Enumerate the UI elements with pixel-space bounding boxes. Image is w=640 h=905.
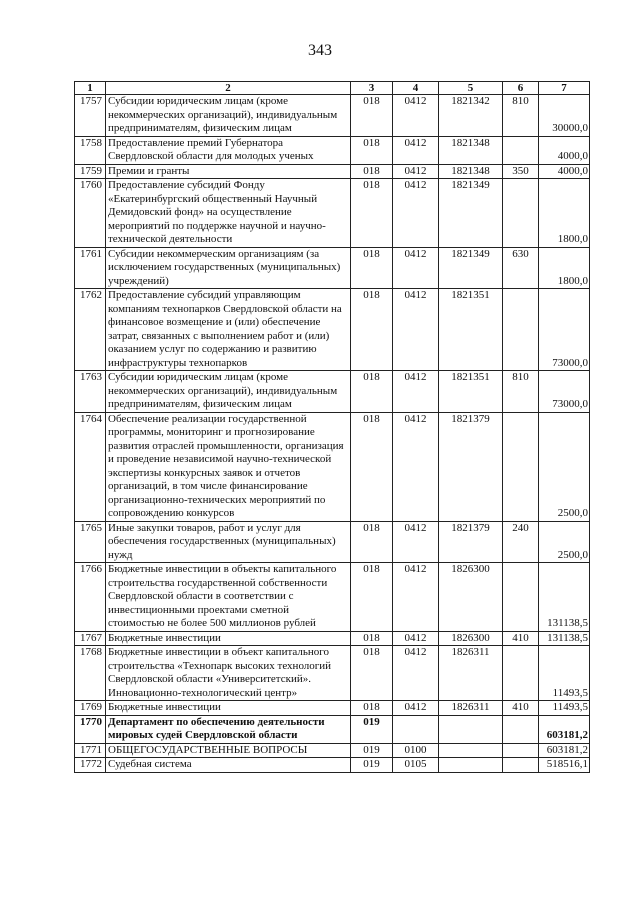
- section-code: 0105: [393, 758, 439, 773]
- amount: 603181,2: [539, 715, 590, 743]
- section-code: 0412: [393, 247, 439, 289]
- row-name: Бюджетные инвестиции в объект капитального строительства «Технопарк высоких технологий Свердловской области «Университетский». Инновационно-технологический центр»: [106, 646, 351, 701]
- amount: 73000,0: [539, 289, 590, 371]
- row-name: Департамент по обеспечению деятельности мировых судей Свердловской области: [106, 715, 351, 743]
- target-code: 1826300: [439, 563, 503, 632]
- target-code: [439, 743, 503, 758]
- row-name: Предоставление субсидий управляющим компаниям технопарков Свердловской области на финансовое возмещение и (или) обеспечение затрат, связанных с выполнением работ и (или) оказанием услуг по содержанию и развитию инфраструктуры технопарков: [106, 289, 351, 371]
- table-row: [75, 715, 590, 743]
- section-code: 0412: [393, 631, 439, 646]
- ministry-code: 018: [351, 95, 393, 137]
- section-code: 0412: [393, 164, 439, 179]
- row-number: 1766: [75, 563, 106, 632]
- ministry-code: 018: [351, 136, 393, 164]
- row-number: 1760: [75, 179, 106, 248]
- table-row: [75, 179, 590, 248]
- expense-type-code: [503, 179, 539, 248]
- ministry-code: 018: [351, 563, 393, 632]
- section-code: 0412: [393, 136, 439, 164]
- ministry-code: 018: [351, 412, 393, 521]
- table-row: [75, 631, 590, 646]
- section-code: 0412: [393, 179, 439, 248]
- table-row: [75, 136, 590, 164]
- amount: 11493,5: [539, 701, 590, 716]
- ministry-code: 018: [351, 521, 393, 563]
- amount: 4000,0: [539, 136, 590, 164]
- amount: 518516,1: [539, 758, 590, 773]
- row-number: 1765: [75, 521, 106, 563]
- row-name: Бюджетные инвестиции: [106, 631, 351, 646]
- target-code: 1821379: [439, 412, 503, 521]
- target-code: 1826311: [439, 701, 503, 716]
- row-number: 1763: [75, 371, 106, 413]
- column-header: 5: [439, 82, 503, 95]
- row-name: Предоставление субсидий Фонду «Екатеринбургский общественный Научный Демидовский фонд» на осуществление мероприятий по поддержке научной и научно-технической деятельности: [106, 179, 351, 248]
- table-row: [75, 95, 590, 137]
- target-code: [439, 715, 503, 743]
- header-row: [75, 82, 590, 95]
- section-code: 0412: [393, 371, 439, 413]
- column-header: 2: [106, 82, 351, 95]
- row-number: 1762: [75, 289, 106, 371]
- table-row: [75, 743, 590, 758]
- row-number: 1761: [75, 247, 106, 289]
- expense-type-code: [503, 289, 539, 371]
- row-name: Бюджетные инвестиции в объекты капитального строительства государственной собственности Свердловской области в соответствии с инвестиционными проектами сметной стоимостью не более 500 миллионов рублей: [106, 563, 351, 632]
- section-code: 0412: [393, 563, 439, 632]
- amount: 2500,0: [539, 521, 590, 563]
- column-header: 7: [539, 82, 590, 95]
- expense-type-code: 410: [503, 631, 539, 646]
- row-number: 1770: [75, 715, 106, 743]
- expense-type-code: 350: [503, 164, 539, 179]
- table-row: [75, 247, 590, 289]
- table-row: [75, 164, 590, 179]
- row-number: 1764: [75, 412, 106, 521]
- amount: 131138,5: [539, 563, 590, 632]
- column-header: 4: [393, 82, 439, 95]
- section-code: 0412: [393, 289, 439, 371]
- row-name: ОБЩЕГОСУДАРСТВЕННЫЕ ВОПРОСЫ: [106, 743, 351, 758]
- column-header: 1: [75, 82, 106, 95]
- target-code: 1826300: [439, 631, 503, 646]
- row-name: Субсидии юридическим лицам (кроме некоммерческих организаций), индивидуальным предпринимателям, физическим лицам: [106, 95, 351, 137]
- target-code: 1821348: [439, 164, 503, 179]
- row-name: Иные закупки товаров, работ и услуг для обеспечения государственных (муниципальных) нужд: [106, 521, 351, 563]
- ministry-code: 018: [351, 631, 393, 646]
- expense-type-code: 630: [503, 247, 539, 289]
- ministry-code: 019: [351, 758, 393, 773]
- ministry-code: 018: [351, 179, 393, 248]
- row-number: 1768: [75, 646, 106, 701]
- amount: 30000,0: [539, 95, 590, 137]
- row-number: 1767: [75, 631, 106, 646]
- budget-table: [74, 81, 590, 773]
- amount: 131138,5: [539, 631, 590, 646]
- table-row: [75, 412, 590, 521]
- expense-type-code: [503, 563, 539, 632]
- target-code: 1821379: [439, 521, 503, 563]
- target-code: 1821349: [439, 247, 503, 289]
- amount: 1800,0: [539, 179, 590, 248]
- amount: 4000,0: [539, 164, 590, 179]
- expense-type-code: [503, 758, 539, 773]
- row-number: 1769: [75, 701, 106, 716]
- row-name: Бюджетные инвестиции: [106, 701, 351, 716]
- ministry-code: 018: [351, 289, 393, 371]
- ministry-code: 019: [351, 743, 393, 758]
- row-name: Судебная система: [106, 758, 351, 773]
- expense-type-code: 410: [503, 701, 539, 716]
- amount: 1800,0: [539, 247, 590, 289]
- target-code: 1826311: [439, 646, 503, 701]
- target-code: 1821348: [439, 136, 503, 164]
- table-row: [75, 646, 590, 701]
- target-code: 1821351: [439, 371, 503, 413]
- row-name: Предоставление премий Губернатора Свердловской области для молодых ученых: [106, 136, 351, 164]
- target-code: 1821342: [439, 95, 503, 137]
- ministry-code: 018: [351, 164, 393, 179]
- amount: 2500,0: [539, 412, 590, 521]
- ministry-code: 018: [351, 646, 393, 701]
- section-code: 0100: [393, 743, 439, 758]
- page-number: 343: [308, 42, 332, 59]
- row-number: 1759: [75, 164, 106, 179]
- expense-type-code: 810: [503, 371, 539, 413]
- target-code: 1821351: [439, 289, 503, 371]
- expense-type-code: [503, 412, 539, 521]
- section-code: 0412: [393, 521, 439, 563]
- row-name: Премии и гранты: [106, 164, 351, 179]
- table-row: [75, 563, 590, 632]
- expense-type-code: [503, 743, 539, 758]
- row-number: 1758: [75, 136, 106, 164]
- ministry-code: 018: [351, 371, 393, 413]
- row-name: Субсидии некоммерческим организациям (за исключением государственных (муниципальных) учреждений): [106, 247, 351, 289]
- target-code: 1821349: [439, 179, 503, 248]
- table-row: [75, 521, 590, 563]
- table-row: [75, 758, 590, 773]
- section-code: 0412: [393, 95, 439, 137]
- expense-type-code: 810: [503, 95, 539, 137]
- ministry-code: 019: [351, 715, 393, 743]
- row-number: 1771: [75, 743, 106, 758]
- table-row: [75, 701, 590, 716]
- ministry-code: 018: [351, 247, 393, 289]
- row-name: Субсидии юридическим лицам (кроме некоммерческих организаций), индивидуальным предпринимателям, физическим лицам: [106, 371, 351, 413]
- row-number: 1772: [75, 758, 106, 773]
- amount: 73000,0: [539, 371, 590, 413]
- column-header: 3: [351, 82, 393, 95]
- expense-type-code: [503, 715, 539, 743]
- amount: 11493,5: [539, 646, 590, 701]
- target-code: [439, 758, 503, 773]
- column-header: 6: [503, 82, 539, 95]
- section-code: 0412: [393, 412, 439, 521]
- expense-type-code: 240: [503, 521, 539, 563]
- ministry-code: 018: [351, 701, 393, 716]
- amount: 603181,2: [539, 743, 590, 758]
- section-code: [393, 715, 439, 743]
- expense-type-code: [503, 646, 539, 701]
- table-row: [75, 289, 590, 371]
- section-code: 0412: [393, 701, 439, 716]
- section-code: 0412: [393, 646, 439, 701]
- table-row: [75, 371, 590, 413]
- row-number: 1757: [75, 95, 106, 137]
- expense-type-code: [503, 136, 539, 164]
- row-name: Обеспечение реализации государственной программы, мониторинг и прогнозирование развития отраслей промышленности, организация и проведение независимой научно-технической экспертизы конкурсных заявок и отчетов организаций, в том числе финансирование организационно-технических мероприятий по сопровождению конкурсов: [106, 412, 351, 521]
